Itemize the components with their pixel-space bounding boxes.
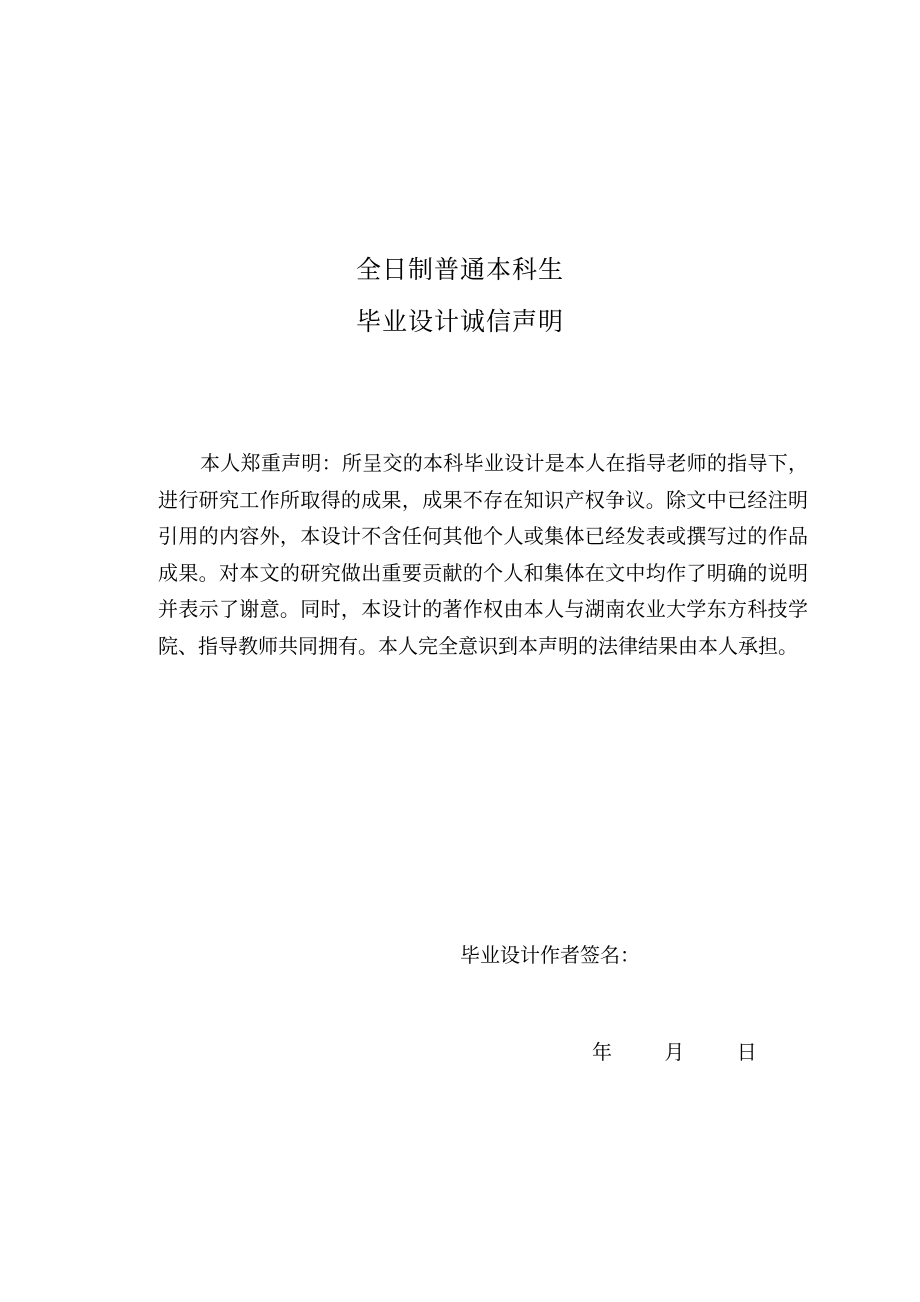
document-title — [0, 244, 920, 348]
date-month-label: 月 — [664, 1040, 685, 1064]
title-line-1: 全日制普通本科生 — [355, 255, 564, 284]
signature-label: 毕业设计作者签名： — [460, 943, 640, 967]
title-line-2: 毕业设计诚信声明 — [355, 307, 564, 336]
date-day-label: 日 — [736, 1040, 757, 1064]
declaration-paragraph: 本人郑重声明：所呈交的本科毕业设计是本人在指导老师的指导下，进行研究工作所取得的成果，成果不存在知识产权争议。除文中已经注明引用的内容外，本设计不含任何其他个人或集体已经发表或撰写过的作品成果。对本文的研究做出重要贡献的个人和集体在文中均作了明确的说明并表示了谢意。同时，本设计的著作权由本人与湖南农业大学东方科技学院、指导教师共同拥有。本人完全意识到本声明的法律结果由本人承担。 — [158, 451, 808, 658]
date-year-label: 年 — [592, 1040, 612, 1064]
date-line — [592, 1037, 757, 1067]
